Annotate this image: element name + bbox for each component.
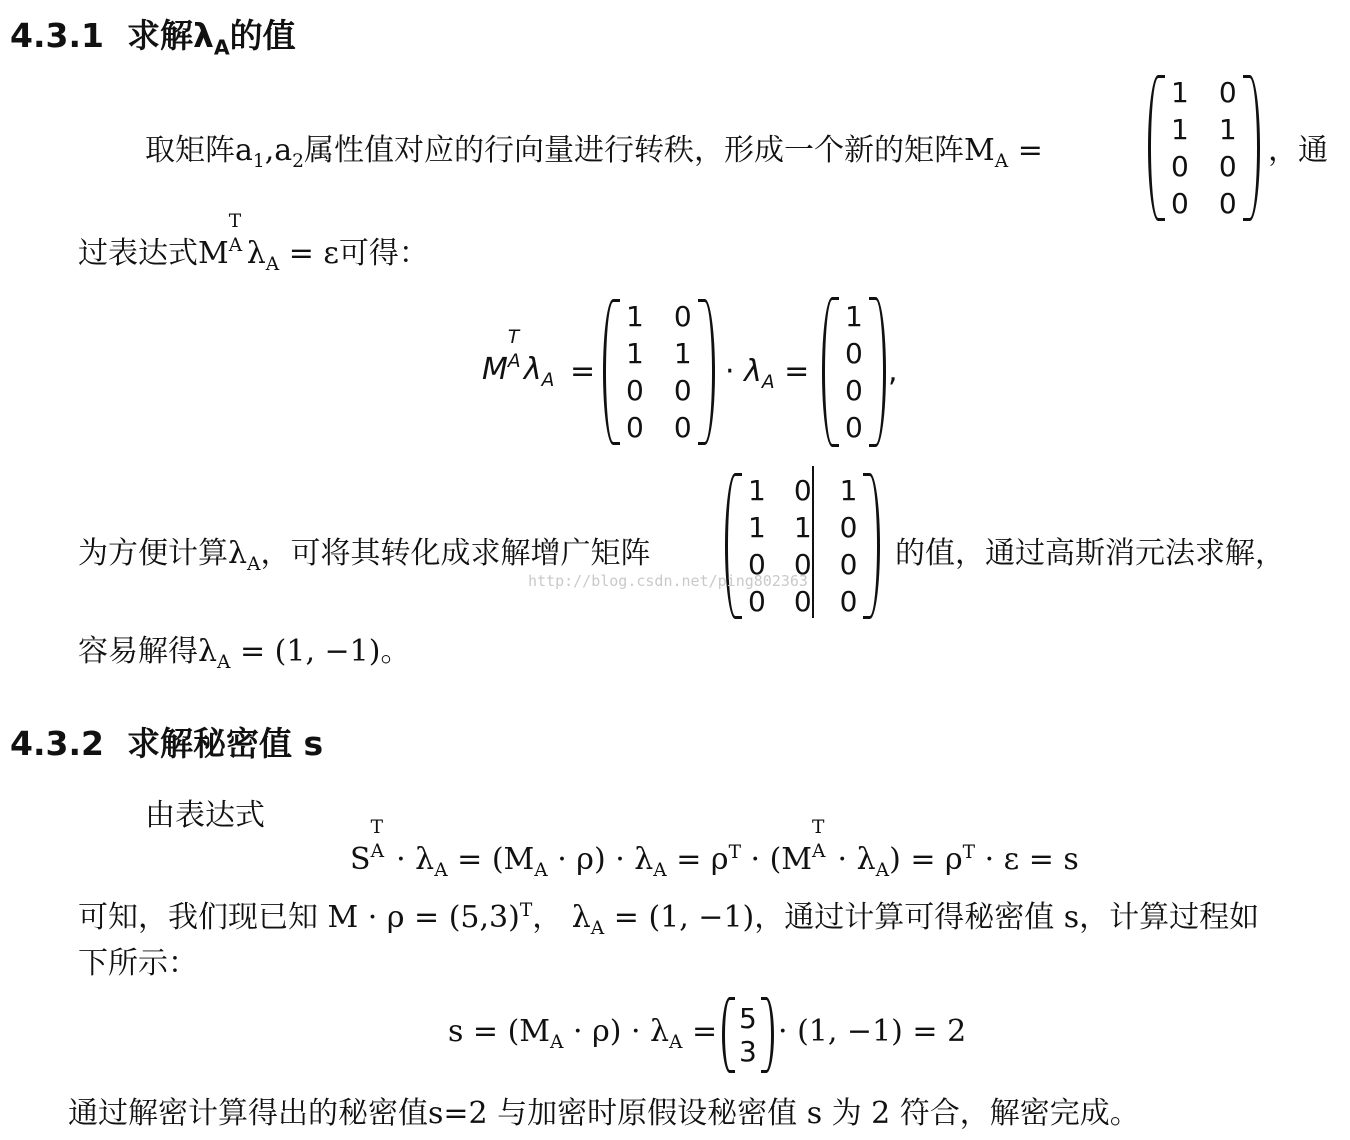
section-heading-4-3-1 bbox=[10, 10, 296, 60]
matrix-MA-cell: 1 bbox=[1171, 113, 1189, 146]
right-paren bbox=[761, 997, 774, 1073]
p2-lambda: λ bbox=[246, 236, 266, 271]
vector-eq1-cell: 0 bbox=[845, 374, 863, 407]
eq2-rest3: · ρ) · λ bbox=[547, 842, 654, 877]
matrix-MA-grid bbox=[1165, 76, 1243, 220]
p1-text: 取矩阵a bbox=[145, 133, 253, 168]
matrix-MA-cell: 0 bbox=[1218, 187, 1237, 220]
matrix-eq1-cell: 1 bbox=[673, 337, 692, 370]
p2-text: 过表达式M bbox=[78, 236, 229, 271]
left-paren bbox=[603, 299, 620, 445]
eq2-rest7: ) = ρ bbox=[889, 842, 963, 877]
p1-tail: ，通 bbox=[1268, 133, 1328, 168]
left-paren bbox=[725, 473, 742, 619]
augmented-matrix-cell: 1 bbox=[839, 474, 858, 507]
left-paren bbox=[1148, 75, 1165, 221]
eq3-lhs bbox=[448, 1014, 718, 1053]
eq1-sub3: A bbox=[761, 372, 775, 393]
eq1-sub2: A bbox=[541, 370, 555, 391]
p4-sub: A bbox=[217, 652, 231, 673]
eq2-subA2: A bbox=[434, 860, 448, 881]
eq3-lhs-text: s = (M bbox=[448, 1014, 551, 1049]
p6-rest: = (1, −1)，通过计算可得秘密值 s，计算过程如 bbox=[604, 900, 1260, 935]
eq2-rest6: · λ bbox=[828, 842, 876, 877]
eq2: S T A · $\lambda_A = (M_A \cdot \rho) \cdot \lambda_A = \rho^T \cdot (M$ T A · $\lambda_A) = \rho^T \cdot \varepsilon = s$ bbox=[350, 817, 1079, 881]
matrix-eq1-cell: 1 bbox=[626, 337, 644, 370]
vector-eq1-cell: 0 bbox=[845, 337, 863, 370]
eq1-M: M bbox=[482, 352, 508, 387]
eq2-supT2: T bbox=[728, 842, 741, 863]
heading-number: 4.3.1 bbox=[10, 16, 104, 55]
augmented-matrix-cell: 0 bbox=[793, 548, 812, 581]
eq3-eq: = bbox=[682, 1014, 718, 1049]
augmented-matrix-cell: 0 bbox=[839, 511, 858, 544]
matrix-MA-cell: 0 bbox=[1171, 150, 1189, 183]
augmented-matrix-cell: 1 bbox=[748, 474, 766, 507]
eq2-subA4: A bbox=[653, 860, 667, 881]
matrix-eq1-cell: 0 bbox=[673, 411, 692, 444]
section-heading-4-3-2 bbox=[10, 718, 323, 765]
vector-eq1-cell: 0 bbox=[845, 411, 863, 444]
matrix-MA-cell: 0 bbox=[1171, 187, 1189, 220]
p3-rest: ，可将其转化成求解增广矩阵 bbox=[260, 536, 651, 571]
p2-subA2: A bbox=[265, 254, 280, 275]
matrix-eq1-cell: 0 bbox=[626, 374, 644, 407]
eq1-lambda2: λ bbox=[744, 354, 762, 389]
p1-a2: a bbox=[274, 133, 293, 168]
paragraph-7: 下所示： bbox=[78, 946, 198, 981]
matrix-eq1-cell: 0 bbox=[626, 411, 644, 444]
p6-sub: A bbox=[590, 918, 605, 939]
augmented-matrix-cell: 0 bbox=[748, 548, 766, 581]
vector-eq1-grid bbox=[839, 300, 869, 444]
p1-rest: 属性值对应的行向量进行转秩，形成一个新的矩阵M bbox=[304, 133, 995, 168]
matrix-eq1-grid bbox=[620, 300, 698, 444]
eq3-mid: · ρ) · λ bbox=[563, 1014, 670, 1049]
p6-supT: T bbox=[519, 900, 533, 921]
eq2-subA3: A bbox=[534, 860, 548, 881]
paragraph-8: 通过解密计算得出的秘密值s=2 与加密时原假设秘密值 s 为 2 符合，解密完成。 bbox=[68, 1096, 1140, 1131]
heading-text: 求解λ bbox=[126, 16, 214, 55]
p1-eq: = bbox=[1008, 133, 1043, 168]
right-paren bbox=[1243, 75, 1260, 221]
p2-eq: = ε可得： bbox=[279, 236, 429, 271]
eq3-subA: A bbox=[550, 1032, 564, 1053]
left-paren bbox=[822, 297, 839, 447]
eq3-tail: · (1, −1) = 2 bbox=[778, 1014, 967, 1049]
p1-subA: A bbox=[994, 151, 1009, 172]
p4-rest: = (1, −1)。 bbox=[230, 634, 411, 669]
right-paren bbox=[698, 299, 715, 445]
eq1-dot-lambda bbox=[725, 354, 810, 393]
left-paren bbox=[722, 997, 735, 1073]
matrix-eq1-cell: 0 bbox=[673, 374, 692, 407]
heading-text: 求解秘密值 s bbox=[126, 724, 324, 763]
p3-sub: A bbox=[247, 554, 261, 575]
eq1-equals2: = bbox=[784, 354, 810, 389]
p4-text: 容易解得λ bbox=[78, 634, 218, 669]
eq2-S: S bbox=[350, 842, 371, 877]
eq2-rest1: · λ bbox=[386, 842, 435, 877]
eq2-subA6: A bbox=[875, 860, 890, 881]
augmented-matrix-cell: 0 bbox=[793, 585, 812, 618]
eq3-subA2: A bbox=[669, 1032, 683, 1053]
matrix-eq1-cell: 1 bbox=[626, 300, 644, 333]
augmented-matrix-cell: 0 bbox=[748, 585, 766, 618]
augmented-matrix bbox=[725, 476, 880, 616]
eq2-rest5: · (M bbox=[740, 842, 813, 877]
eq1-dot: · bbox=[725, 354, 735, 389]
watermark: http://blog.csdn.net/ping802363 bbox=[528, 572, 808, 590]
matrix-MA-cell: 0 bbox=[1218, 76, 1237, 109]
eq2-rest2: = (M bbox=[447, 842, 535, 877]
vector-eq3-cell: 5 bbox=[739, 1002, 757, 1035]
eq1-lambda: λ bbox=[523, 352, 542, 387]
matrix-MA-cell: 1 bbox=[1171, 76, 1189, 109]
p6-mid: ， λ bbox=[532, 900, 591, 935]
eq1-equals: = bbox=[570, 354, 596, 389]
matrix-eq1 bbox=[603, 302, 715, 442]
vector-eq1 bbox=[822, 300, 886, 444]
p1-sub1: 1 bbox=[252, 151, 265, 172]
paragraph-3 bbox=[78, 528, 651, 575]
heading-sub: A bbox=[213, 35, 230, 60]
p3-text: 为方便计算λ bbox=[78, 536, 248, 571]
augmented-matrix-grid bbox=[742, 474, 863, 618]
eq2-rest8: · ε = s bbox=[975, 842, 1079, 877]
paragraph-6 bbox=[78, 892, 1260, 939]
p1-comma: , bbox=[264, 133, 275, 168]
paragraph-1 bbox=[145, 125, 1043, 172]
augmented-matrix-cell: 0 bbox=[839, 585, 858, 618]
paragraph-2: 过表达式M T A $\lambda_A = \varepsilon$可得： bbox=[78, 211, 429, 275]
augmented-matrix-cell: 0 bbox=[839, 548, 858, 581]
vector-eq3-cell: 3 bbox=[739, 1035, 757, 1068]
augmented-matrix-cell: 1 bbox=[793, 511, 812, 544]
eq1-comma: , bbox=[888, 354, 898, 389]
matrix-MA-cell: 1 bbox=[1218, 113, 1237, 146]
vector-eq3 bbox=[722, 1000, 774, 1070]
right-paren bbox=[869, 297, 886, 447]
matrix-MA-cell: 0 bbox=[1218, 150, 1237, 183]
vector-eq1-cell: 1 bbox=[845, 300, 863, 333]
p3-tail: 的值，通过高斯消元法求解， bbox=[895, 536, 1285, 571]
eq2-rest4: = ρ bbox=[666, 842, 729, 877]
p6-text: 可知，我们现已知 M · ρ = (5,3) bbox=[78, 900, 520, 935]
paragraph-4 bbox=[78, 626, 411, 673]
heading-number: 4.3.2 bbox=[10, 724, 104, 763]
eq2-supT4: T bbox=[962, 842, 976, 863]
eq1-lhs: M T A $\lambda_A$ bbox=[482, 327, 555, 391]
augmented-matrix-cell: 1 bbox=[748, 511, 766, 544]
right-paren bbox=[863, 473, 880, 619]
p1-sub2: 2 bbox=[292, 151, 305, 172]
matrix-MA bbox=[1148, 78, 1260, 218]
augment-divider bbox=[812, 466, 814, 618]
vector-eq3-grid bbox=[735, 1002, 761, 1068]
matrix-eq1-cell: 0 bbox=[673, 300, 692, 333]
augmented-matrix-cell: 0 bbox=[793, 474, 812, 507]
heading-tail: 的值 bbox=[229, 16, 296, 55]
paragraph-5: 由表达式 bbox=[145, 798, 265, 833]
